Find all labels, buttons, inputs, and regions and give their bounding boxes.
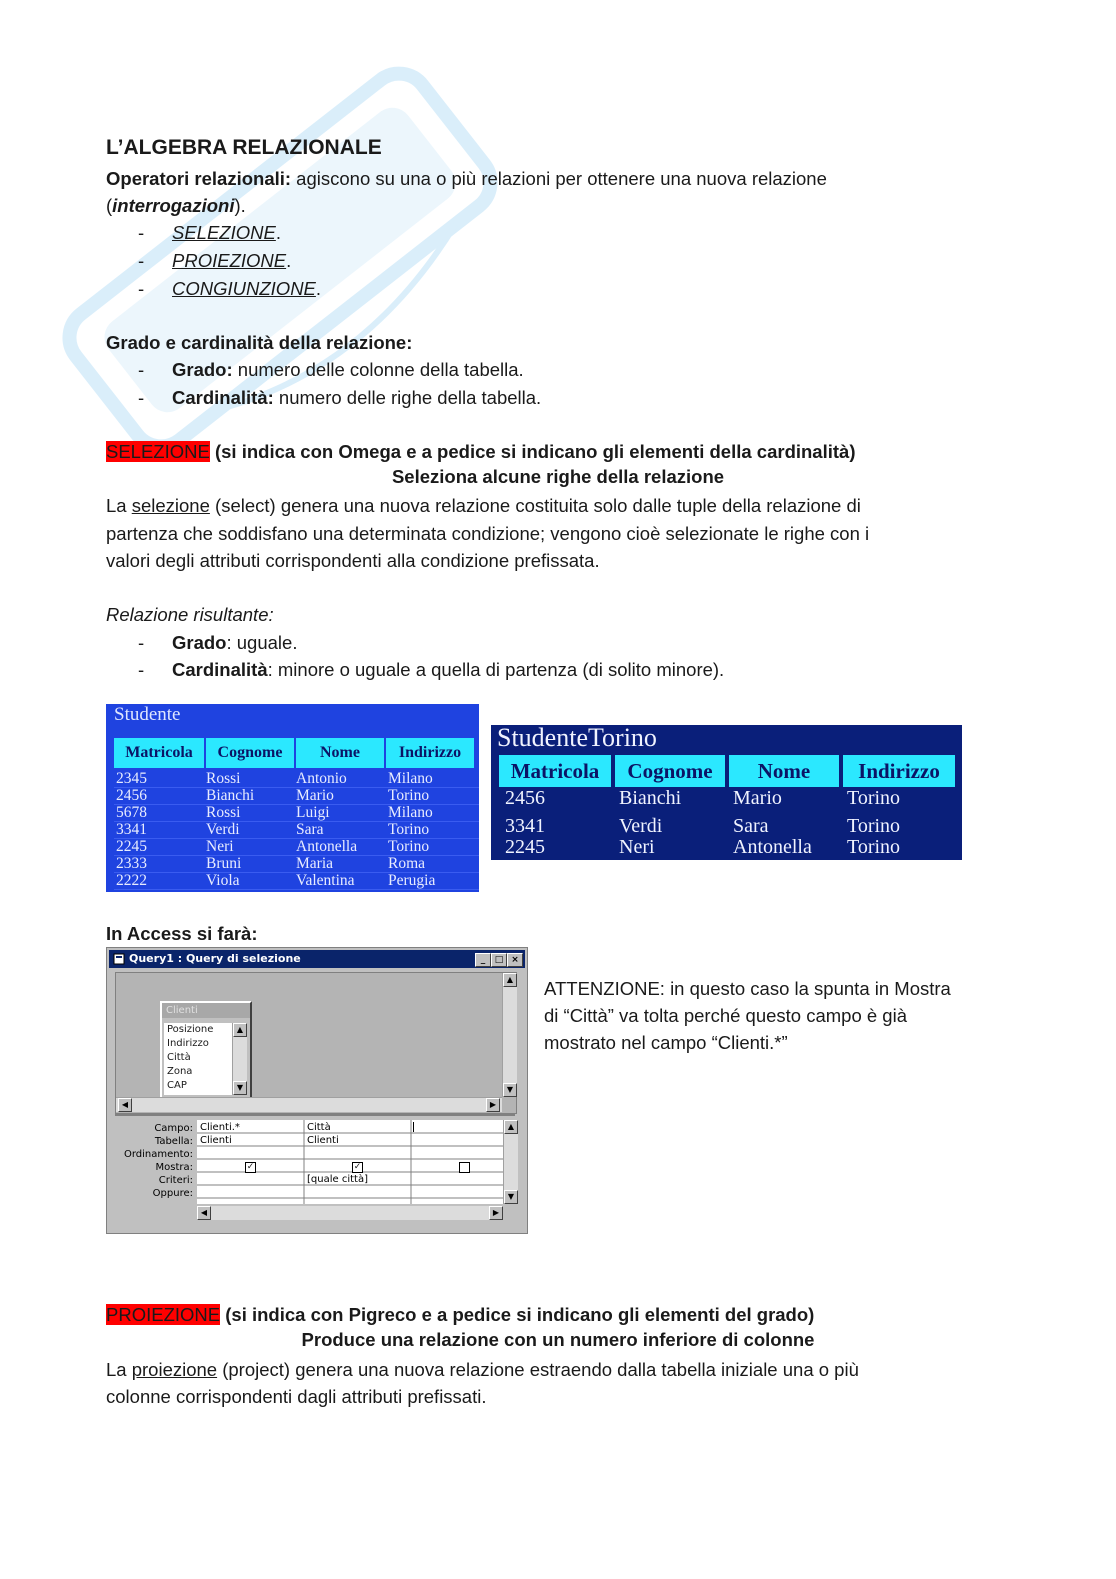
proiezione-heading-text: (si indica con Pigreco e a pedice si indicano gli elementi del grado): [220, 1304, 815, 1325]
scroll-left-icon[interactable]: ◀: [197, 1206, 211, 1220]
table-cell: Sara: [733, 815, 769, 837]
scroll-right-icon[interactable]: ▶: [489, 1206, 503, 1220]
field-list-title: Clienti: [162, 1003, 250, 1018]
attenzione-line: mostrato nel campo “Clienti.*”: [544, 1032, 788, 1053]
result-text: : uguale.: [226, 632, 298, 653]
table-cell: Viola: [206, 872, 240, 889]
column-header: Nome: [296, 738, 384, 768]
column-header: Cognome: [206, 738, 294, 768]
underlined-term: proiezione: [131, 1359, 218, 1380]
operator-congiunzione: CONGIUNZIONE: [172, 278, 316, 299]
table-cell: Verdi: [619, 815, 663, 837]
grado-text: numero delle colonne della tabella.: [232, 359, 524, 380]
grid-vertical-scrollbar[interactable]: [503, 1120, 518, 1204]
intro-label: Operatori relazionali:: [106, 168, 292, 189]
studente-table: [106, 704, 479, 892]
table-cell: Bianchi: [206, 787, 255, 804]
selezione-subtitle: Seleziona alcune righe della relazione: [391, 466, 725, 487]
table-cell: Torino: [388, 838, 430, 855]
scroll-left-icon[interactable]: ◀: [118, 1098, 132, 1112]
bullet-dash: -: [138, 659, 145, 680]
column-header: Nome: [729, 755, 839, 787]
grid-lines: [197, 1120, 503, 1204]
bullet-dash: -: [138, 250, 145, 271]
table-cell: 2222: [116, 872, 147, 889]
table-cell: Neri: [619, 836, 655, 858]
studente-table-title: Studente: [114, 704, 181, 725]
underlined-term: selezione: [131, 495, 210, 516]
list-item: [138, 356, 524, 383]
field-item[interactable]: Città: [167, 1052, 191, 1063]
grado-label: Grado:: [172, 359, 233, 380]
grado-heading: Grado e cardinalità della relazione:: [106, 332, 413, 353]
mostra-checkbox-3[interactable]: [459, 1162, 470, 1173]
column-header: Cognome: [615, 755, 725, 787]
selezione-heading-text: (si indica con Omega e a pedice si indicano gli elementi della cardinalità): [209, 441, 856, 462]
table-cell: Milano: [388, 804, 433, 821]
grid-label: Mostra:: [155, 1162, 193, 1173]
list-item: [138, 275, 321, 302]
proiezione-paragraph-line: colonne corrispondenti dagli attributi prefissati.: [106, 1386, 487, 1407]
grid-cell-criteri-2[interactable]: [quale città]: [307, 1174, 368, 1185]
table-row: [114, 855, 479, 873]
grid-label: Campo:: [154, 1123, 193, 1134]
table-cell: 2456: [116, 787, 147, 804]
list-item: [138, 656, 724, 683]
text-cursor: [413, 1122, 414, 1132]
table-cell: 2345: [116, 770, 147, 787]
table-cell: Perugia: [388, 872, 436, 889]
table-cell: Bruni: [206, 855, 242, 872]
bullet-dash: -: [138, 278, 145, 299]
access-heading: In Access si farà:: [106, 923, 258, 944]
field-item[interactable]: Posizione: [167, 1024, 214, 1035]
window-titlebar[interactable]: [109, 950, 525, 968]
table-cell: 5678: [116, 804, 147, 821]
grid-horizontal-scrollbar[interactable]: [197, 1206, 503, 1220]
list-item: [138, 247, 291, 274]
grid-cell-campo-2[interactable]: Città: [307, 1122, 331, 1133]
operator-proiezione: PROIEZIONE: [172, 250, 287, 271]
list-item: [138, 629, 297, 656]
grid-cell-tabella-1[interactable]: Clienti: [200, 1135, 232, 1146]
column-header: Indirizzo: [386, 738, 474, 768]
selezione-heading: [106, 438, 855, 465]
table-row: [114, 787, 479, 805]
period: .: [315, 278, 322, 299]
table-row: [114, 872, 479, 890]
field-list[interactable]: [164, 1023, 232, 1095]
table-cell: Verdi: [206, 821, 240, 838]
pane-horizontal-scrollbar[interactable]: [116, 1097, 502, 1112]
operator-selezione: SELEZIONE: [172, 222, 276, 243]
table-cell: Antonella: [296, 838, 358, 855]
table-cell: 2245: [116, 838, 147, 855]
table-cell: Mario: [733, 787, 782, 809]
table-cell: Bianchi: [619, 787, 682, 809]
list-item: [138, 384, 541, 411]
result-heading: Relazione risultante:: [106, 604, 274, 625]
mostra-checkbox-2[interactable]: ✓: [353, 1162, 362, 1172]
table-cell: Rossi: [206, 804, 241, 821]
page-title: L’ALGEBRA RELAZIONALE: [106, 136, 382, 159]
period: .: [275, 222, 281, 243]
maximize-button[interactable]: □: [491, 953, 507, 967]
column-header: Indirizzo: [843, 755, 955, 787]
column-header: Matricola: [499, 755, 611, 787]
result-text: : minore o uguale a quella di partenza (di solito minore).: [267, 659, 725, 680]
table-cell: Torino: [388, 821, 430, 838]
selezione-tag: SELEZIONE: [106, 441, 210, 462]
table-cell: Antonella: [733, 836, 812, 858]
grid-label: Oppure:: [152, 1188, 193, 1199]
query-design-grid: [115, 1114, 515, 1224]
scroll-down-icon[interactable]: ▼: [233, 1081, 247, 1095]
field-item[interactable]: Indirizzo: [167, 1038, 209, 1049]
pane-vertical-scrollbar[interactable]: [502, 973, 517, 1097]
grid-label: Ordinamento:: [123, 1149, 193, 1160]
paren-close: ).: [234, 195, 246, 216]
table-cell: Luigi: [296, 804, 330, 821]
scroll-up-icon[interactable]: ▲: [233, 1023, 247, 1037]
table-cell: 3341: [505, 815, 545, 837]
table-cell: Torino: [847, 836, 901, 858]
close-button[interactable]: ×: [507, 953, 523, 967]
grid-cell-campo-1[interactable]: Clienti.*: [200, 1122, 240, 1133]
table-cell: Neri: [206, 838, 234, 855]
intro-line-1: [106, 165, 827, 192]
result-label: Cardinalità: [172, 659, 268, 680]
result-label: Grado: [172, 632, 227, 653]
minimize-button[interactable]: _: [475, 953, 491, 967]
grid-label: Tabella:: [154, 1136, 193, 1147]
cardinalita-text: numero delle righe della tabella.: [273, 387, 542, 408]
field-item[interactable]: CAP: [167, 1080, 187, 1091]
proiezione-tag: PROIEZIONE: [106, 1304, 221, 1325]
mostra-checkbox-1[interactable]: ✓: [246, 1162, 255, 1172]
table-cell: Roma: [388, 855, 426, 872]
table-cell: Antonio: [296, 770, 347, 787]
window-title: Query1 : Query di selezione: [129, 952, 301, 965]
table-cell: Sara: [296, 821, 324, 838]
table-pane: [115, 972, 517, 1114]
scroll-up-icon[interactable]: ▲: [504, 1120, 518, 1134]
table-cell: Valentina: [296, 872, 355, 889]
table-cell: Torino: [388, 787, 430, 804]
clienti-field-list[interactable]: [160, 1001, 252, 1103]
table-cell: 2456: [505, 787, 545, 809]
text: La: [106, 1359, 132, 1380]
table-cell: Torino: [847, 815, 901, 837]
grid-cell-tabella-2[interactable]: Clienti: [307, 1135, 339, 1146]
text: (select) genera una nuova relazione costituita solo dalle tuple della relazione di: [209, 495, 861, 516]
bullet-dash: -: [138, 222, 145, 243]
bullet-dash: -: [138, 632, 145, 653]
intro-emphasis: interrogazioni: [112, 195, 235, 216]
text: La: [106, 495, 132, 516]
query-icon: [113, 953, 125, 965]
intro-text: agiscono su una o più relazioni per ottenere una nuova relazione: [291, 168, 827, 189]
table-cell: 2333: [116, 855, 147, 872]
scroll-up-icon[interactable]: ▲: [503, 973, 517, 987]
selezione-paragraph-line: [106, 492, 861, 519]
table-cell: 3341: [116, 821, 147, 838]
table-row: [114, 838, 479, 856]
table-cell: 2245: [505, 836, 545, 858]
table-cell: Mario: [296, 787, 334, 804]
table-cell: Rossi: [206, 770, 241, 787]
text: (project) genera una nuova relazione estraendo dalla tabella iniziale una o più: [217, 1359, 859, 1380]
access-query-window: [106, 947, 528, 1234]
table-row: [114, 804, 479, 822]
table-row: [114, 821, 479, 839]
proiezione-paragraph-line: [106, 1356, 859, 1383]
scroll-right-icon[interactable]: ▶: [486, 1098, 500, 1112]
studente-torino-title: StudenteTorino: [497, 723, 657, 752]
table-cell: Milano: [388, 770, 433, 787]
attenzione-line: di “Città” va tolta perché questo campo è già: [544, 1005, 907, 1026]
field-list-scrollbar[interactable]: [232, 1023, 247, 1095]
grid-cells[interactable]: [197, 1120, 503, 1204]
attenzione-line: ATTENZIONE: in questo caso la spunta in Mostra: [544, 978, 951, 999]
cardinalita-label: Cardinalità:: [172, 387, 274, 408]
proiezione-heading: [106, 1301, 814, 1328]
period: .: [286, 250, 292, 271]
table-cell: Torino: [847, 787, 901, 809]
selezione-paragraph-line: partenza che soddisfano una determinata condizione; vengono cioè selezionate le righe con i: [106, 523, 870, 544]
bullet-dash: -: [138, 387, 145, 408]
list-item: [138, 219, 281, 246]
table-cell: Maria: [296, 855, 334, 872]
studente-torino-table: [491, 725, 962, 860]
scroll-down-icon[interactable]: ▼: [504, 1190, 518, 1204]
selezione-paragraph-line: valori degli attributi corrispondenti alla condizione prefissata.: [106, 550, 600, 571]
column-header: Matricola: [114, 738, 204, 768]
proiezione-subtitle: Produce una relazione con un numero inferiore di colonne: [301, 1329, 815, 1350]
scroll-down-icon[interactable]: ▼: [503, 1083, 517, 1097]
grid-label: Criteri:: [158, 1175, 193, 1186]
field-item[interactable]: Zona: [167, 1066, 193, 1077]
paren-open: (: [106, 195, 113, 216]
table-row: [114, 770, 479, 788]
bullet-dash: -: [138, 359, 145, 380]
intro-line-2: [106, 192, 246, 219]
